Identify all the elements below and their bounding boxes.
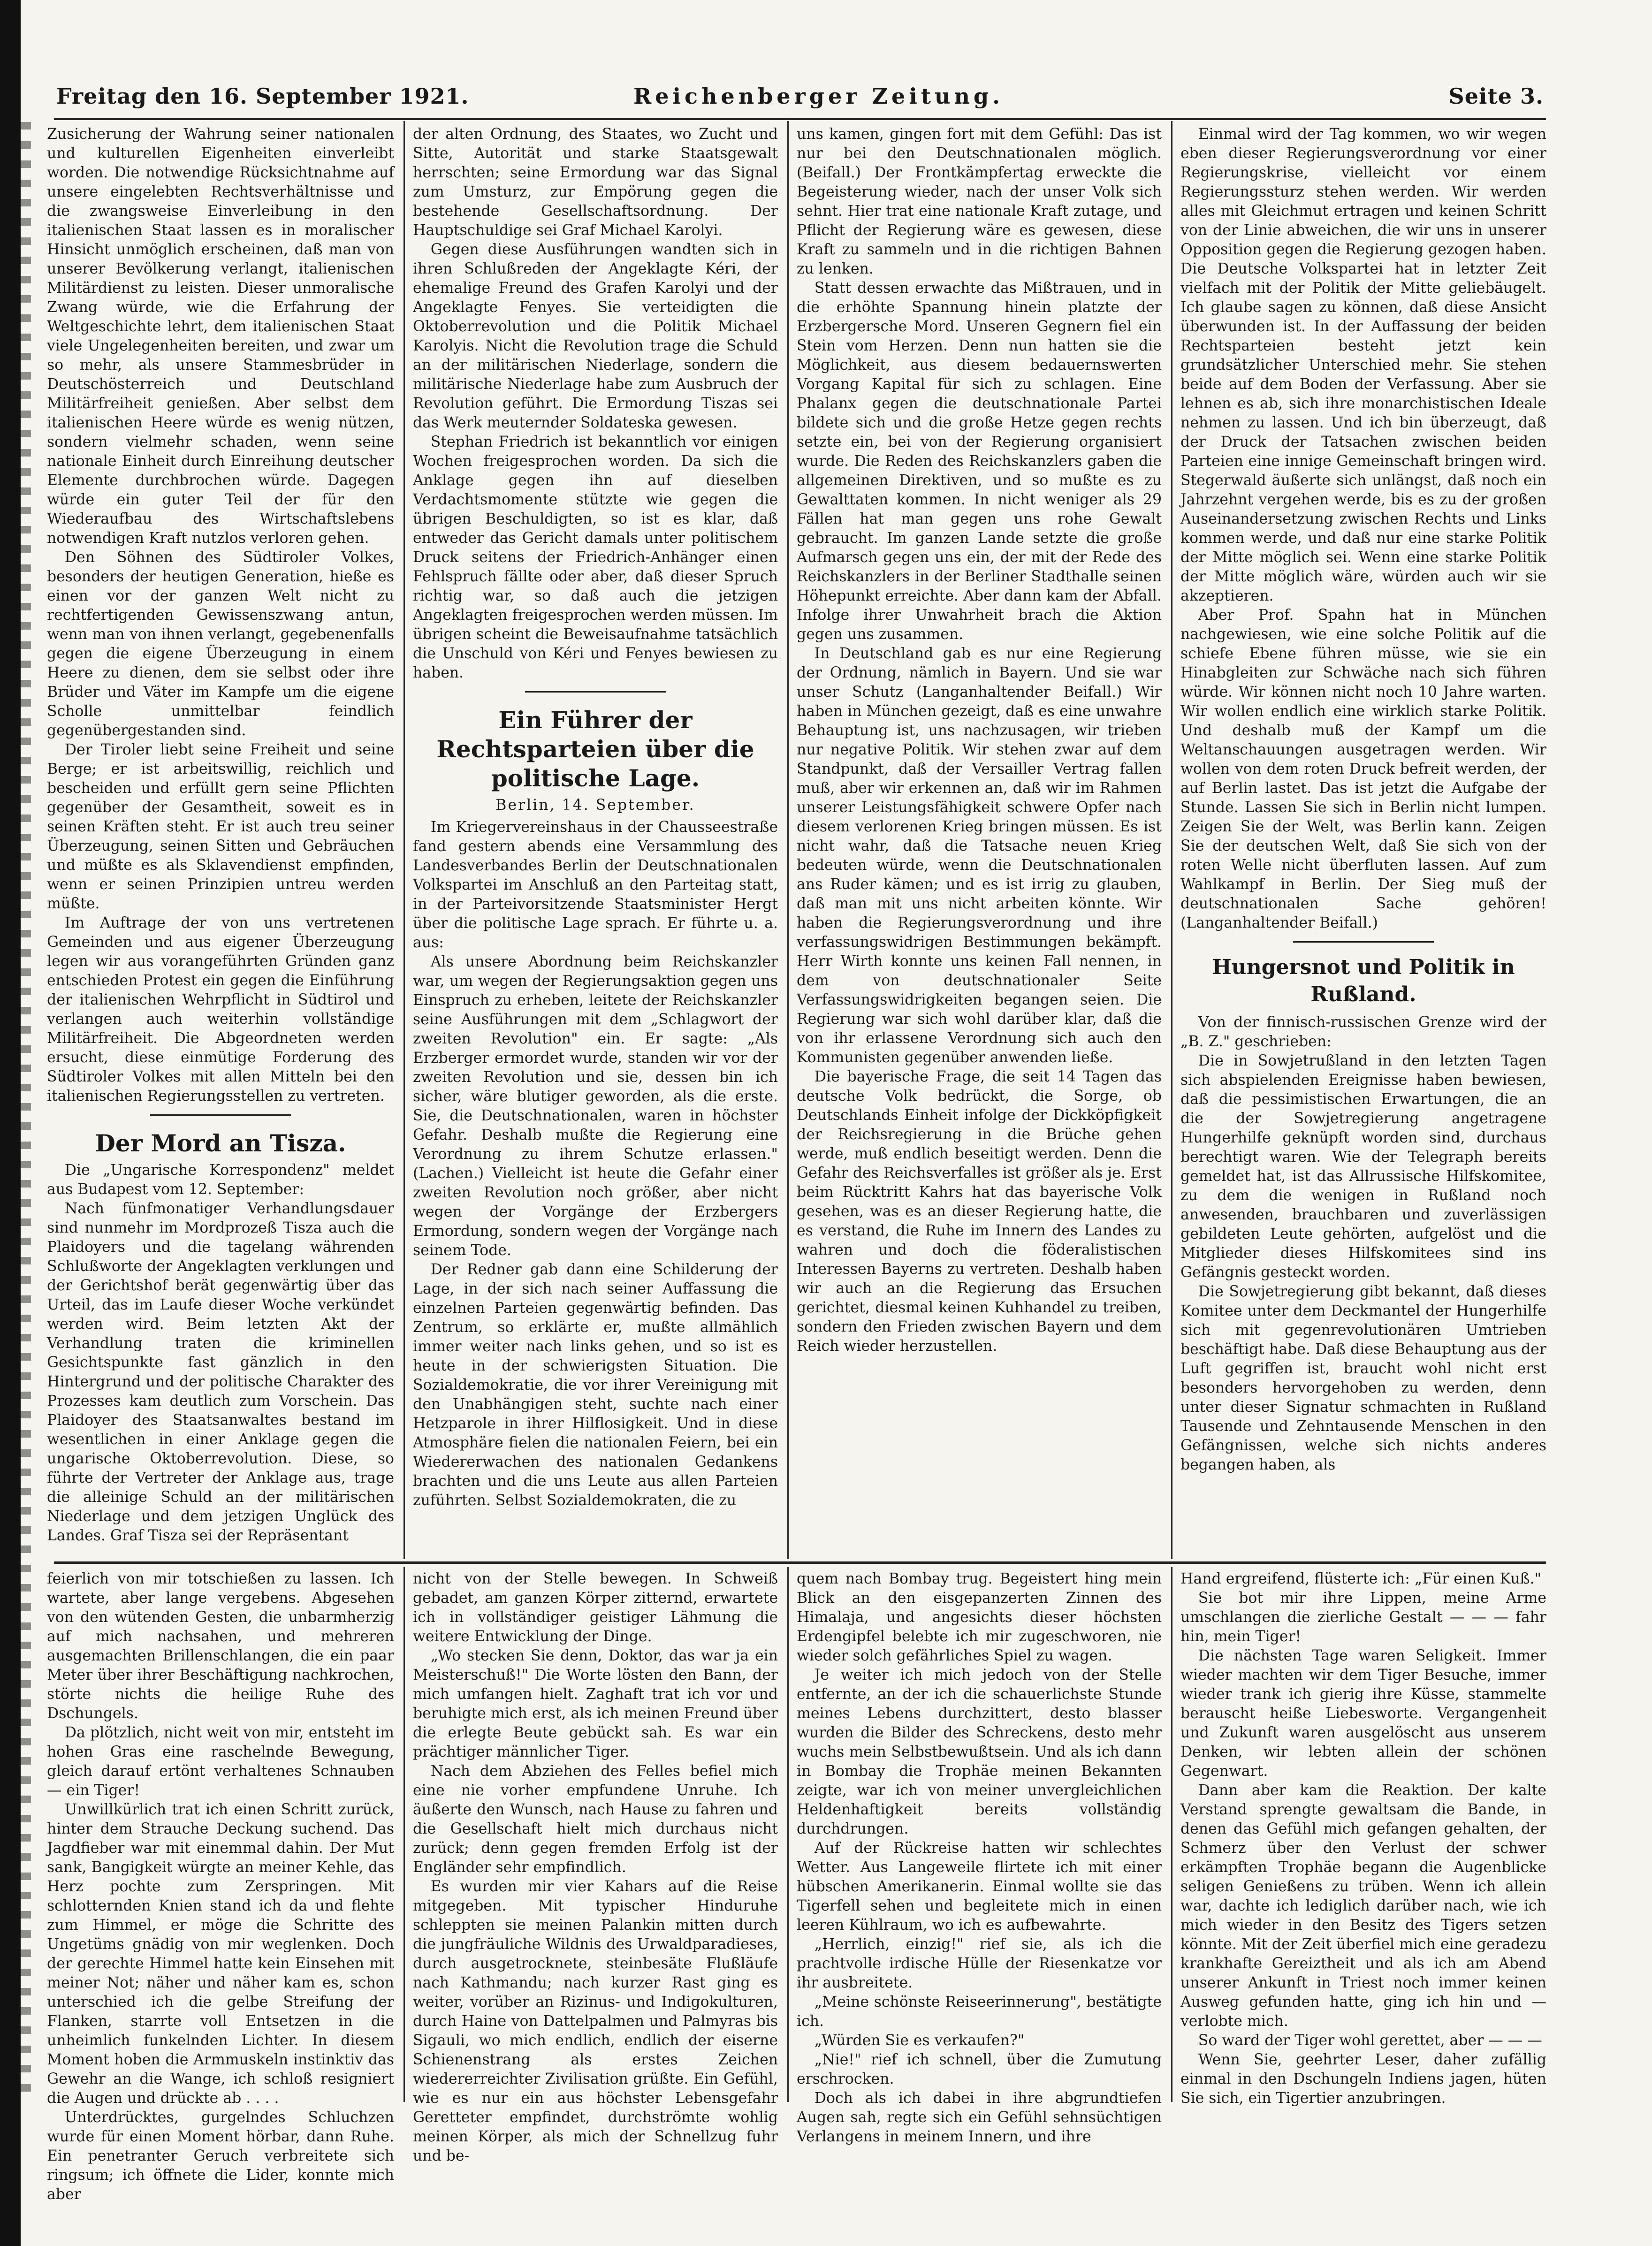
dateline: Berlin, 14. September. xyxy=(495,797,695,814)
paragraph: Statt dessen erwachte das Mißtrauen, und in die erhöhte Spannung hinein platzte der Erzbergersche Mord. Unseren Gegnern fiel ein Stein vom Herzen. Denn nun hatten sie die Möglichkeit, aus diesem bedauernswerten Vorgang Kapital für sich zu schlagen. Eine Phalanx gegen die deutschnationale Partei bildete sich und die große Hetze gegen rechts setzte ein, bei von der Regierung organisiert wurde. Die Reden des Reichskanzlers gaben die allgemeinen Direktiven, und so mußte es zu Gewalttaten kommen. In nicht weniger als 29 Fällen hat man gegen uns rohe Gewalt gebraucht. Im ganzen Lande setzte die große Aufmarsch gegen uns ein, der mit der Rede des Reichskanzlers in der Berliner Stadthalle seinen Höhepunkt erreichte. Aber dann kam der Abfall. Infolge ihrer Unwahrheit brach die Aktion gegen uns zusammen. xyxy=(797,280,1162,643)
section-rule xyxy=(1293,941,1434,943)
header-rule xyxy=(54,118,1546,120)
paragraph: Aber Prof. Spahn hat in München nachgewiesen, wie eine solche Politik auf die schiefe Ebene führen müsse, wie sie ein Hinabgleiten zur Schwäche nach sich führen würde. Wir können nicht noch 10 Jahre warten. Wir wollen endlich eine wirklich starke Politik. Und deshalb muß der Kampf um die Weltanschauungen ausgetragen werden. Wir wollen von dem roten Druck befreit werden, der auf Berlin lastet. Das ist jetzt die Aufgabe der Stunde. Lassen Sie sich in Berlin nicht lumpen. Zeigen Sie der Welt, was Berlin kann. Zeigen Sie der deutschen Welt, daß Sie sich von der roten Welle nicht überfluten lassen. Auf zum Wahlkampf in Berlin. Der Sieg muß der deutschnationalen Sache gehören! (Langanhaltender Beifall.) xyxy=(1180,607,1546,931)
paragraph: Im Auftrage der von uns vertretenen Gemeinden und aus eigener Überzeugung legen wir aus vorangeführten Gründen ganz entschieden Protest ein gegen die Einführung der italienischen Wehrpflicht in Südtirol und verlangen auch weiterhin vollständige Militärfreiheit. Die Abgeordneten werden ersucht, diese einmütige Forderung des Südtiroler Volkes mit allen Mitteln bei den italienischen Regierungsstellen zu vertreten. xyxy=(47,914,394,1104)
paragraph: Dann aber kam die Reaktion. Der kalte Verstand sprengte gewaltsam die Bande, in denen das Gefühl mich gefangen gehalten, der Schmerz über den Verlust der schwer erkämpften Trophäe begann die Augenblicke seligen Genießens zu trüben. Wenn ich allein war, dachte ich lediglich darüber nach, wie ich mich wieder in den Besitz des Tigers setzen könnte. Mit der Zeit überfiel mich eine geradezu krankhafte Gereiztheit und als ich am Abend unserer Ankunft in Triest noch immer keinen Ausweg gefunden hatte, ging ich hin und — verlobte mich. xyxy=(1180,1782,1546,2030)
page-number: Seite 3. xyxy=(1448,84,1544,109)
paragraph: uns kamen, gingen fort mit dem Gefühl: Das ist nur bei den Deutschnationalen möglich. (Beifall.) Der Frontkämpfertag erweckte die Begeisterung wieder, nach der unser Volk sich sehnt. Hier trat eine nationale Kraft zutage, und Pflicht der Regierung wäre es gewesen, diese Kraft zu sammeln und in die richtigen Bahnen zu lenken. xyxy=(797,126,1162,277)
masthead xyxy=(56,84,1544,116)
paragraph: Gegen diese Ausführungen wandten sich in ihren Schlußreden der Angeklagte Kéri, der ehemalige Freund des Grafen Karolyi und der Angeklagte Fenyes. Sie verteidigten die Oktoberrevolution und die Politik Michael Karolyis. Nicht die Revolution trage die Schuld an der militärischen Niederlage, sondern die militärische Niederlage habe zum Ausbruch der Revolution geführt. Die Ermordung Tiszas sei das Werk meuternder Soldateska gewesen. xyxy=(413,241,778,431)
paragraph: Von der finnisch-russischen Grenze wird der „B. Z." geschrieben: xyxy=(1180,1014,1546,1050)
paragraph: Doch als ich dabei in ihre abgrundtiefen Augen sah, regte sich ein Gefühl sehnsüchtigen Verlangens in meinem Innern, und ihre xyxy=(797,2090,1162,2145)
paragraph: Wenn Sie, geehrter Leser, daher zufällig einmal in den Dschungeln Indiens jagen, hüten Sie sich, ein Tigertier anzubringen. xyxy=(1180,2051,1546,2107)
paragraph: „Nie!" rief ich schnell, über die Zumutung erschrocken. xyxy=(797,2051,1162,2087)
paragraph: So ward der Tiger wohl gerettet, aber — — — xyxy=(1198,2032,1542,2049)
paragraph: In Deutschland gab es nur eine Regierung der Ordnung, nämlich in Bayern. Und sie war unser Schutz (Langanhaltender Beifall.) Wir haben in München gezeigt, daß es eine unwahre Behauptung ist, uns nachzusagen, wir trieben nur negative Politik. Wir stehen zwar auf dem Standpunkt, daß der Versailler Vertrag fallen muß, aber wir erkennen an, daß wir im Rahmen unserer Leistungsfähigkeit schwere Opfer nach diesem verlorenen Krieg bringen müssen. Es ist nicht wahr, daß die Tatsache neuen Krieg bedeuten würde, wenn die Deutschnationalen ans Ruder kämen; und es ist irrig zu glauben, daß man mit uns nicht arbeiten könnte. Wir haben die Regierungsverordnung und ihre verfassungswidrigen Bestimmungen bekämpft. Herr Wirth konnte uns keinen Fall nennen, in dem von deutschnationaler Seite Verfassungswidrigkeiten begangen seien. Die Regierung war sich wohl darüber klar, daß die von ihr erlassene Verordnung sich auch den Kommunisten gegenüber anwenden ließe. xyxy=(797,645,1162,1066)
paragraph: Nach dem Abziehen des Felles befiel mich eine nie vorher empfundene Unruhe. Ich äußerte den Wunsch, nach Hause zu fahren und die Gesellschaft hielt mich durchaus nicht zurück; denn gegen fremden Erfolg ist der Engländer sehr empfindlich. xyxy=(413,1763,778,1876)
paragraph: Je weiter ich mich jedoch von der Stelle entfernte, an der ich die schauerlichste Stunde meines Lebens durchzittert, desto blasser wurden die Bilder des Schreckens, desto mehr wuchs mein Selbstbewußtsein. Und als ich dann in Bombay die Trophäe meinen Bekannten zeigte, war ich von meiner unvergleichlichen Heldenhaftigkeit bereits vollständig durchdrungen. xyxy=(797,1667,1162,1837)
lower-column-1 xyxy=(47,1569,394,2203)
upper-column-3 xyxy=(797,125,1162,1558)
column-divider xyxy=(1171,1567,1172,2102)
upper-column-1 xyxy=(47,125,394,1558)
paragraph: Die „Ungarische Korrespondenz" meldet aus Budapest vom 12. September: xyxy=(47,1162,394,1198)
column-divider xyxy=(787,121,789,1559)
scan-edge xyxy=(0,0,21,2246)
headline-mord-an-tisza: Der Mord an Tisza. xyxy=(95,1129,346,1157)
paragraph: Die bayerische Frage, die seit 14 Tagen das deutsche Volk bedrückt, die Sorge, ob Deutschlands Einheit infolge der Dickköpfigkeit der Reichsregierung in die Brüche gehen werde, muß endlich beseitigt werden. Denn die Gefahr des Reichsverfalles ist größer als je. Erst beim Rücktritt Kahrs hat das bayerische Volk gesehen, was es an dieser Regierung hatte, die es verstand, die Ruhe im Innern des Landes zu wahren und doch die föderalistischen Interessen Bayerns zu vertreten. Deshalb haben wir auch an die Regierung das Ersuchen gerichtet, diesmal keinen Kuhhandel zu treiben, sondern den Frieden zwischen Bayern und dem Reich wieder herzustellen. xyxy=(797,1068,1162,1355)
section-rule xyxy=(150,1114,291,1116)
feuilleton-rule xyxy=(54,1561,1546,1564)
paragraph: quem nach Bombay trug. Begeistert hing mein Blick an den eisgepanzerten Zinnen des Himalaja, und angesichts dieser höchsten Erdengipfel belebte ich mir zugeschworen, nie wieder solch gefährliches Spiel zu wagen. xyxy=(797,1570,1162,1664)
paragraph: Die in Sowjetrußland in den letzten Tagen sich abspielenden Ereignisse haben bewiesen, daß die pessimistischen Erwartungen, die an die der Sowjetregierung angetragene Hungerhilfe geknüpft worden sind, durchaus berechtigt waren. Wie der Telegraph bereits gemeldet hat, ist das Allrussische Hilfskomitee, zu dem die wenigen in Rußland noch anwesenden, brauchbaren und zuverlässigen gebildeten Leute gehörten, aufgelöst und die Mitglieder dieses Hilfskomitees sind ins Gefängnis gesteckt worden. xyxy=(1180,1052,1546,1281)
paragraph: Die Sowjetregierung gibt bekannt, daß dieses Komitee unter dem Deckmantel der Hungerhilfe sich mit gegenrevolutionären Umtrieben beschäftigt habe. Daß diese Behauptung aus der Luft gegriffen ist, braucht wohl nicht erst besonders hervorgehoben zu werden, denn unter dieser Signatur schmachten in Rußland Tausende und Zehntausende Menschen in den Gefängnissen, welche sich nichts anderes begangen haben, als xyxy=(1180,1283,1546,1473)
paragraph: „Wo stecken Sie denn, Doktor, das war ja ein Meisterschuß!" Die Worte lösten den Bann, der mich umfangen hielt. Zaghaft trat ich vor und beruhigte mich erst, als ich meinen Freund über die erlegte Beute gebückt sah. Es war ein prächtiger männlicher Tiger. xyxy=(413,1647,778,1760)
lower-column-3 xyxy=(797,1569,1162,2145)
paragraph: Der Redner gab dann eine Schilderung der Lage, in der sich nach seiner Auffassung die einzelnen Parteien gegenwärtig befinden. Das Zentrum, so erklärte er, mußte allmählich immer weiter nach links gehen, und so ist es heute in der schwierigsten Situation. Die Sozialdemokratie, die vor ihrer Vereinigung mit den Unabhängigen steht, suchte nach einer Hetzparole in ihrer Hilflosigkeit. Und in diese Atmosphäre fielen die nationalen Feiern, bei ein Wiedererwachen des nationalen Gedankens brachten und die uns Leute aus allen Parteien zuführten. Selbst Sozialdemokraten, die zu xyxy=(413,1261,778,1509)
paragraph: Einmal wird der Tag kommen, wo wir wegen eben dieser Regierungsverordnung vor einer Regierungskrise, vielleicht vor einem Regierungssturz stehen werden. Wir werden alles mit Gleichmut ertragen und keinen Schritt von der Linie abweichen, die wir uns in unserer Opposition gegen die Regierung gezogen haben. Die Deutsche Volkspartei hat in letzter Zeit vielfach mit der Politik der Mitte geliebäugelt. Ich glaube sagen zu können, daß diese Ansicht überwunden ist. In der Auffassung der beiden Rechtsparteien besteht jetzt kein grundsätzlicher Unterschied mehr. Sie stehen beide auf dem Boden der Verfassung. Aber sie lehnen es ab, sich ihre monarchistischen Ideale nehmen zu lassen. Und ich bin überzeugt, daß der Druck der Tatsachen zwischen beiden Parteien eine innige Gemeinschaft bringen wird. Stegerwald äußerte sich unlängst, daß noch ein Jahrzehnt vergehen werde, bis es zu der großen Auseinandersetzung zwischen Rechts und Links kommen werde, und daß nur eine starke Politik der Mitte möglich sei. Wenn eine starke Politik der Mitte möglich wäre, würden auch wir sie akzeptieren. xyxy=(1180,126,1546,604)
paragraph: Der Tiroler liebt seine Freiheit und seine Berge; er ist arbeitswillig, reichlich und bescheiden und erfüllt gern seine Pflichten gegenüber der Gesamtheit, soweit es in seinen Kräften steht. Er ist auch treu seiner Überzeugung, seinen Sitten und Gebräuchen und müßte es als Sklavendienst empfinden, wenn er seinen Prinzipien untreu werden müßte. xyxy=(47,741,394,912)
paragraph: Sie bot mir ihre Lippen, meine Arme umschlangen die zierliche Gestalt — — — fahr hin, mein Tiger! xyxy=(1180,1590,1546,1645)
paragraph: Stephan Friedrich ist bekanntlich vor einigen Wochen freigesprochen worden. Da sich die Anklage gegen ihn auf dieselben Verdachtsmomente stützte wie gegen die übrigen Beschuldigten, so ist es klar, daß entweder das Gericht damals unter politischem Druck seitens der Friedrich-Anhänger einen Fehlspruch fällte oder aber, daß dieser Spruch richtig war, so daß auch die jetzigen Angeklagten freigesprochen werden müssen. Im übrigen scheint die Beweisaufnahme tatsächlich die Unschuld von Kéri und Fenyes bewiesen zu haben. xyxy=(413,434,778,681)
paragraph: Hand ergreifend, flüsterte ich: „Für einen Kuß." xyxy=(1180,1570,1542,1587)
paragraph: Unterdrücktes, gurgelndes Schluchzen wurde für einen Moment hörbar, dann Ruhe. Ein penetranter Geruch verbreitete sich ringsum; ich öffnete die Lider, konnte mich aber xyxy=(47,2109,394,2203)
paragraph: Als unsere Abordnung beim Reichskanzler war, um wegen der Regierungsaktion gegen uns Einspruch zu erheben, leitete der Reichskanzler seine Ausführungen mit dem „Schlagwort der zweiten Revolution" ein. Er sagte: „Als Erzberger ermordet wurde, standen wir vor der zweiten Revolution und sie, dessen bin ich sicher, wäre blutiger geworden, als die erste. Sie, die Deutschnationalen, waren in höchster Gefahr. Deshalb mußte die Regierung eine Verordnung zu ihrem Schutze erlassen." (Lachen.) Vielleicht ist heute die Gefahr einer zweiten Revolution noch größer, aber nicht wegen der Vorgänge der Erzbergers Ermordung, sondern wegen der Vorgänge nach seinem Tode. xyxy=(413,953,778,1259)
upper-column-2 xyxy=(413,125,778,1558)
column-divider xyxy=(403,121,405,1559)
paragraph: Es wurden mir vier Kahars auf die Reise mitgegeben. Mit typischer Hinduruhe schleppten sie meinen Palankin mitten durch die jungfräuliche Wildnis des Urwaldparadieses, durch ausgetrocknete, steinbesäte Flußläufe nach Kathmandu; nach kurzer Rast ging es weiter, vorüber an Rizinus- und Indigokulturen, durch Haine von Dattelpalmen und Palmyras bis Sigauli, wo mich endlich, endlich der eiserne Schienenstrang als erstes Zeichen wiedererreichter Zivilisation grüßte. Ein Gefühl, wie es nur ein aus höchster Lebensgefahr Geretteter empfindet, durchströmte wohlig meinen Körper, als mich der Schnellzug fuhr und be- xyxy=(413,1878,778,2164)
adjacent-page-fragment xyxy=(21,122,31,2093)
paragraph: „Würden Sie es verkaufen?" xyxy=(814,2032,1025,2049)
paragraph: nicht von der Stelle bewegen. In Schweiß gebadet, am ganzen Körper zitternd, erwartete ich in vollständiger geistiger Lähmung die weitere Entwicklung der Dinge. xyxy=(413,1570,778,1645)
paragraph: Die nächsten Tage waren Seligkeit. Immer wieder machten wir dem Tiger Besuche, immer wieder trank ich gierig ihre Küsse, stammelte berauscht heiße Liebesworte. Vergangenheit und Zukunft waren ausgelöscht aus unserem Denken, wir lebten allein der schönen Gegenwart. xyxy=(1180,1647,1546,1780)
column-divider xyxy=(787,1567,789,2102)
issue-date: Freitag den 16. September 1921. xyxy=(56,84,469,109)
lower-column-4 xyxy=(1180,1569,1546,2107)
paragraph: Da plötzlich, nicht weit von mir, entsteht im hohen Gras eine raschelnde Bewegung, gleich darauf ertönt verhaltenes Schnauben — ein Tiger! xyxy=(47,1724,394,1799)
section-rule xyxy=(525,691,666,693)
headline-fuehrer-der-rechtsparteien: Ein Führer der Rechtsparteien über die politische Lage. xyxy=(436,706,754,792)
paragraph: feierlich von mir totschießen zu lassen. Ich wartete, aber lange vergebens. Abgesehen von den wütenden Gesten, die unbarmherzig auf mich nachsahen, und mehreren ausgemachten Brillenschlangen, die ein paar Meter über ihrer Beschäftigung nachkrochen, störte nichts die heilige Ruhe des Dschungels. xyxy=(47,1570,394,1722)
column-divider xyxy=(1171,121,1172,1559)
paragraph: Unwillkürlich trat ich einen Schritt zurück, hinter dem Strauche Deckung suchend. Das Jagdfieber war mit einemmal dahin. Der Mut sank, Bangigkeit würgte an meiner Kehle, das Herz pochte zum Zerspringen. Mit schlotternden Knien stand ich da und flehte zum Himmel, er möge die Schritte des Ungetüms gnädig von mir weglenken. Doch der gerechte Himmel hatte kein Einsehen mit meiner Not; näher und näher kam es, schon unterschied ich die gelbe Streifung der Flanken, starrte voll Entsetzen in die unheimlich funkelnden Lichter. In diesem Moment hoben die Armmuskeln instinktiv das Gewehr an die Wange, ich schloß resigniert die Augen und drückte ab . . . . xyxy=(47,1801,394,2107)
paragraph: Nach fünfmonatiger Verhandlungsdauer sind nunmehr im Mordprozeß Tisza auch die Plaidoyers und die tagelang währenden Schlußworte der Angeklagten verklungen und der Gerichtshof berät gegenwärtig über das Urteil, das im Laufe dieser Woche verkündet werden wird. Beim letzten Akt der Verhandlung traten die kriminellen Gesichtspunkte fast gänzlich in den Hintergrund und der politische Charakter des Prozesses kam deutlich zum Vorschein. Das Plaidoyer des Staatsanwaltes bestand im wesentlichen in einer Anklage gegen die ungarische Oktoberrevolution. Diese, so führte der Vertreter der Anklage aus, trage die alleinige Schuld an der militärischen Niederlage und dem jetzigen Unglück des Landes. Graf Tisza sei der Repräsentant xyxy=(47,1200,394,1544)
paragraph: Im Kriegervereinshaus in der Chausseestraße fand gestern abends eine Versammlung des Landesverbandes Berlin der Deutschnationalen Volkspartei im Anschluß an den Parteitag statt, in der Parteivorsitzende Staatsminister Hergt über die politische Lage sprach. Er führte u. a. aus: xyxy=(413,819,778,951)
upper-column-4 xyxy=(1180,125,1546,1558)
paragraph: Auf der Rückreise hatten wir schlechtes Wetter. Aus Langeweile flirtete ich mit einer hübschen Amerikanerin. Einmal wollte sie das Tigerfell sehen und begleitete mich in einen leeren Kühlraum, wo ich es aufbewahrte. xyxy=(797,1840,1162,1934)
paragraph: der alten Ordnung, des Staates, wo Zucht und Sitte, Autorität und starke Staatsgewalt herrschten; seine Ermordung war das Signal zum Umsturz, zur Empörung gegen die bestehende Gesellschaftsordnung. Der Hauptschuldige sei Graf Michael Karolyi. xyxy=(413,126,778,239)
paragraph: „Herrlich, einzig!" rief sie, als ich die prachtvolle irdische Hülle der Riesenkatze vor ihr ausbreitete. xyxy=(797,1936,1162,1991)
column-divider xyxy=(403,1567,405,2102)
headline-hungersnot: Hungersnot und Politik in Rußland. xyxy=(1212,955,1515,1006)
paragraph: Zusicherung der Wahrung seiner nationalen und kulturellen Eigenheiten einverleibt worden. Die notwendige Rücksichtnahme auf unsere eingelebten Rechtsverhältnisse und die zwangsweise Einverleibung in den italienischen Staat lassen es in moralischer Hinsicht unmöglich erscheinen, daß man von unserer Bevölkerung verlangt, italienischen Militärdienst zu leisten. Dieser unmoralische Zwang würde, wie die Erfahrung der Weltgeschichte lehrt, dem italienischen Staat viele Ungelegenheiten bereiten, und zwar um so mehr, als unsere Stammesbrüder in Deutschösterreich und Deutschland Militärfreiheit genießen. Aber selbst dem italienischen Heere würde es wenig nützen, sondern vielmehr schaden, wenn seine nationale Einheit durch Einreihung deutscher Elemente durchbrochen würde. Dagegen würde ein guter Teil der für den Wiederaufbau des Wirtschaftslebens notwendigen Kraft nutzlos verloren gehen. xyxy=(47,126,394,547)
lower-column-2 xyxy=(413,1569,778,2164)
newspaper-title: Reichenberger Zeitung. xyxy=(633,84,1004,109)
paragraph: Den Söhnen des Südtiroler Volkes, besonders der heutigen Generation, hieße es einen vor der ganzen Welt nicht zu rechtfertigenden Gewissenszwang antun, wenn man von ihnen verlangt, gegebenenfalls gegen die eigene Überzeugung in einem Heere zu dienen, dem sie selbst oder ihre Brüder und Väter im Kampfe um die eigene Scholle unmittelbar feindlich gegenübergestanden sind. xyxy=(47,549,394,739)
paragraph: „Meine schönste Reiseerinnerung", bestätigte ich. xyxy=(797,1994,1162,2030)
